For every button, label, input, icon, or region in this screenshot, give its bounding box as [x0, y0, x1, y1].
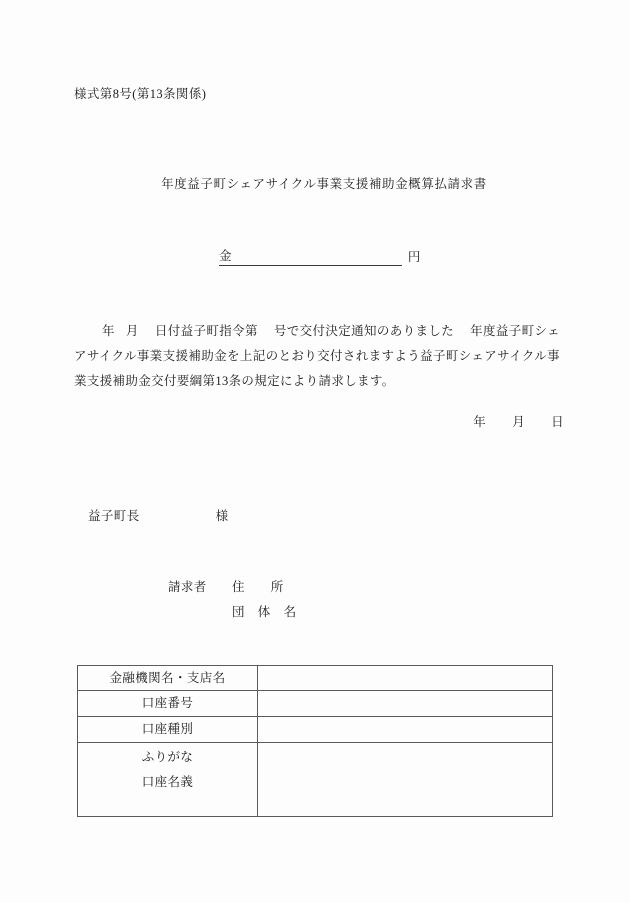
table-row-account-holder	[78, 743, 553, 817]
bank-account-table	[77, 665, 553, 817]
furigana-label-text: ふりがな	[141, 750, 194, 764]
bank-name-label-text: 金融機関名・支店名	[109, 671, 226, 685]
amount-row	[219, 246, 421, 266]
table-value-account-type[interactable]	[258, 717, 553, 743]
addressee-line	[88, 506, 229, 524]
body-paragraph	[74, 319, 560, 394]
requester-organization-row	[168, 600, 309, 625]
form-number: 様式第8号(第13条関係)	[74, 87, 207, 101]
account-number-label-text: 口座番号	[141, 696, 194, 710]
body-year-label: 年	[102, 324, 115, 338]
table-value-account-number[interactable]	[258, 691, 553, 717]
requester-label: 請求者	[168, 580, 207, 594]
body-main-text: 年度益子町シェアサイクル事業支援補助金を上記のとおり交付されますよう益子町シェアサイクル事業支援補助金交付要綱第13条の規定により請求します。	[74, 324, 560, 388]
table-row-account-number	[78, 691, 553, 717]
addressee-name: 益子町長	[88, 509, 140, 523]
body-month-label: 月	[125, 324, 139, 338]
body-notice-text: 号で交付決定通知のありました	[273, 324, 455, 338]
table-value-bank-name[interactable]	[258, 666, 553, 691]
date-year-label: 年	[473, 415, 487, 429]
table-label-account-holder	[78, 743, 258, 817]
date-month-label: 月	[512, 415, 526, 429]
table-row-account-type	[78, 717, 553, 743]
addressee-honorific: 様	[215, 509, 229, 523]
date-day-label: 日	[551, 415, 564, 429]
amount-unit: 円	[407, 250, 421, 264]
document-title: 年度益子町シェアサイクル事業支援補助金概算払請求書	[161, 177, 487, 191]
requester-organization-label: 団 体 名	[232, 605, 297, 619]
body-order-label: 日付益子町指令第	[154, 324, 258, 338]
amount-input-blank[interactable]	[232, 264, 402, 266]
date-line	[473, 412, 564, 430]
account-holder-label-text: 口座名義	[141, 775, 194, 789]
table-label-account-number	[78, 691, 258, 717]
account-type-label-text: 口座種別	[141, 722, 194, 736]
table-value-account-holder[interactable]	[258, 743, 553, 817]
amount-label: 金	[219, 246, 232, 266]
table-row-bank-name	[78, 666, 553, 691]
requester-block	[168, 575, 309, 625]
requester-address-row	[168, 575, 309, 600]
requester-address-label: 住 所	[232, 580, 284, 594]
table-label-bank-name	[78, 666, 258, 691]
table-label-account-type	[78, 717, 258, 743]
